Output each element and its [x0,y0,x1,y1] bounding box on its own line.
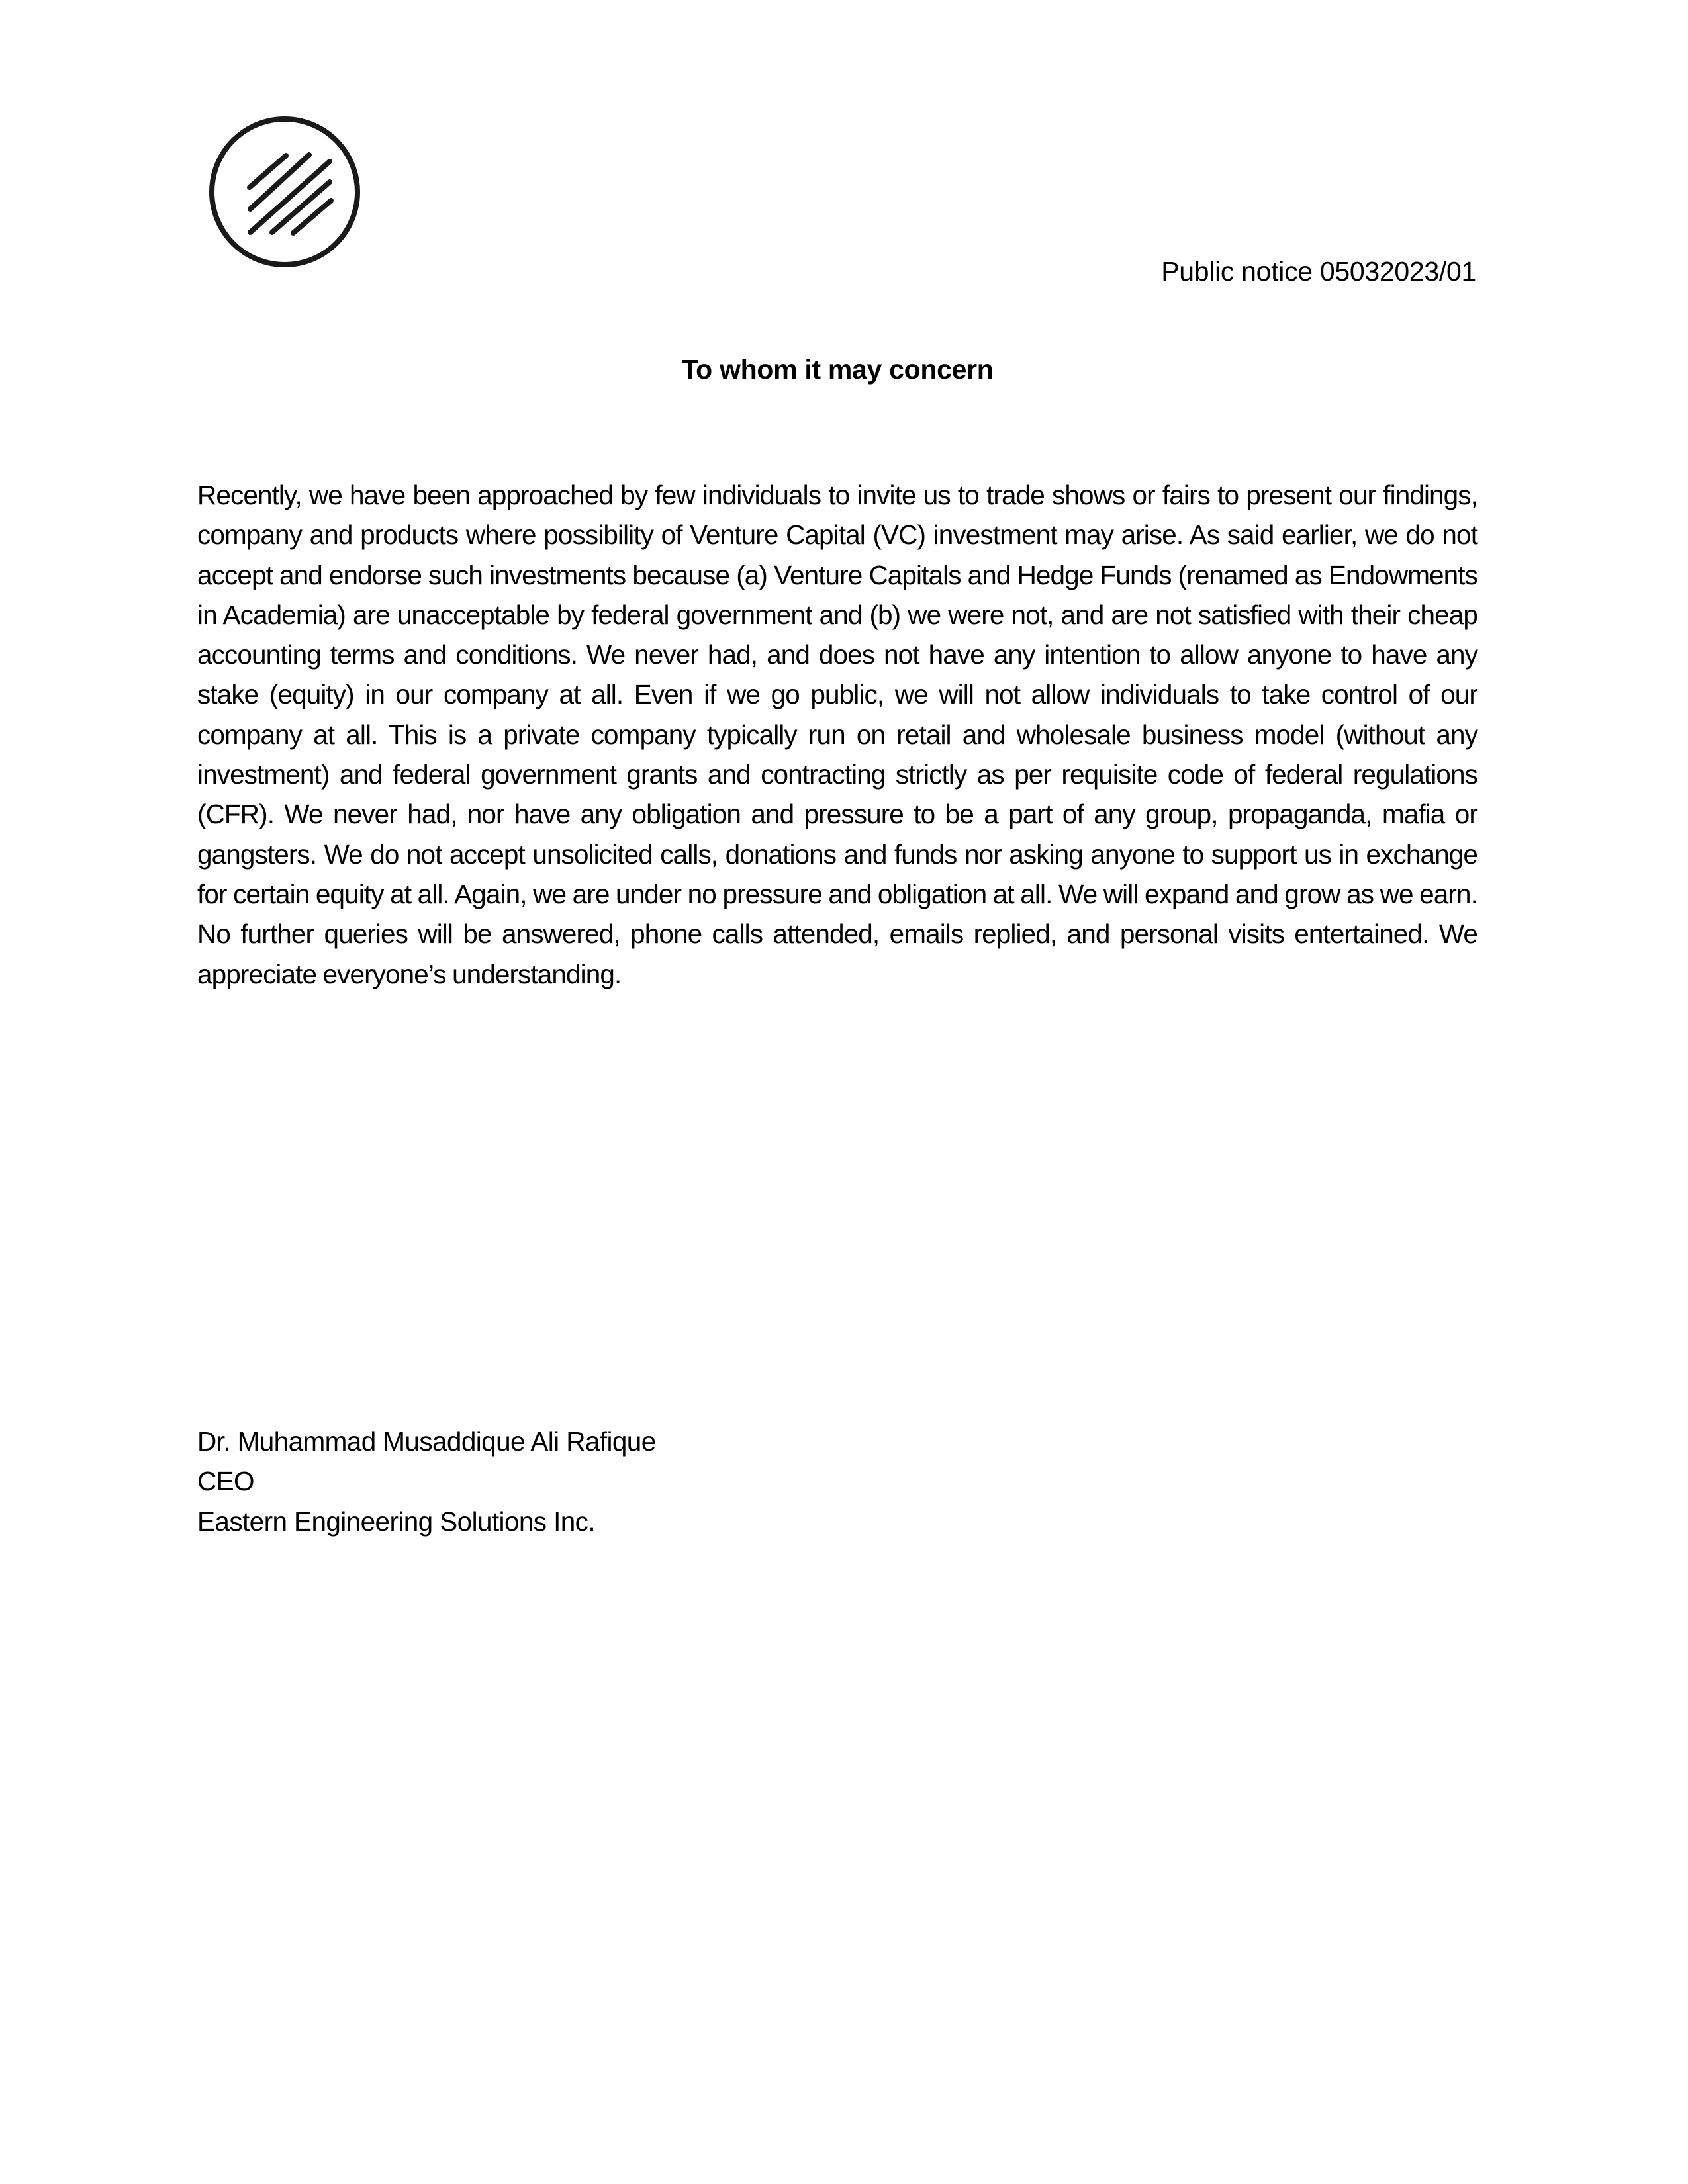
company-logo [205,113,364,271]
signatory-position: CEO [197,1466,254,1497]
signature-block [197,1422,656,1541]
letter-title: To whom it may concern [681,354,994,385]
logo-stripes [250,155,331,233]
letter-body-paragraph: Recently, we have been approached by few individuals to invite us to trade shows or fairs to present our findings, company and products where possibility of Venture Capital (VC) investment may arise. As said earlier, we do not accept and endorse such investments because (a) Venture Capitals and Hedge Funds (renamed as Endowments in Academia) are unacceptable by federal government and (b) we were not, and are not satisfied with their cheap accounting terms and conditions. We never had, and does not have any intention to allow anyone to have any stake (equity) in our company at all. Even if we go public, we will not allow individuals to take control of our company at all. This is a private company typically run on retail and wholesale business model (without any investment) and federal government grants and contracting strictly as per requisite code of federal regulations (CFR). We never had, nor have any obligation and pressure to be a part of any group, propaganda, mafia or gangsters. We do not accept unsolicited calls, donations and funds nor asking anyone to support us in exchange for certain equity at all. Again, we are under no pressure and obligation at all. We will expand and grow as we earn. No further queries will be answered, phone calls attended, emails replied, and personal visits entertained. We appreciate everyone’s understanding. [197,480,1477,989]
signatory-company: Eastern Engineering Solutions Inc. [197,1506,595,1537]
signatory-name: Dr. Muhammad Musaddique Ali Rafique [197,1426,656,1457]
logo-circle [212,119,357,265]
circle-stripes-logo-icon [205,113,364,271]
public-notice-number: Public notice 05032023/01 [1161,256,1476,287]
